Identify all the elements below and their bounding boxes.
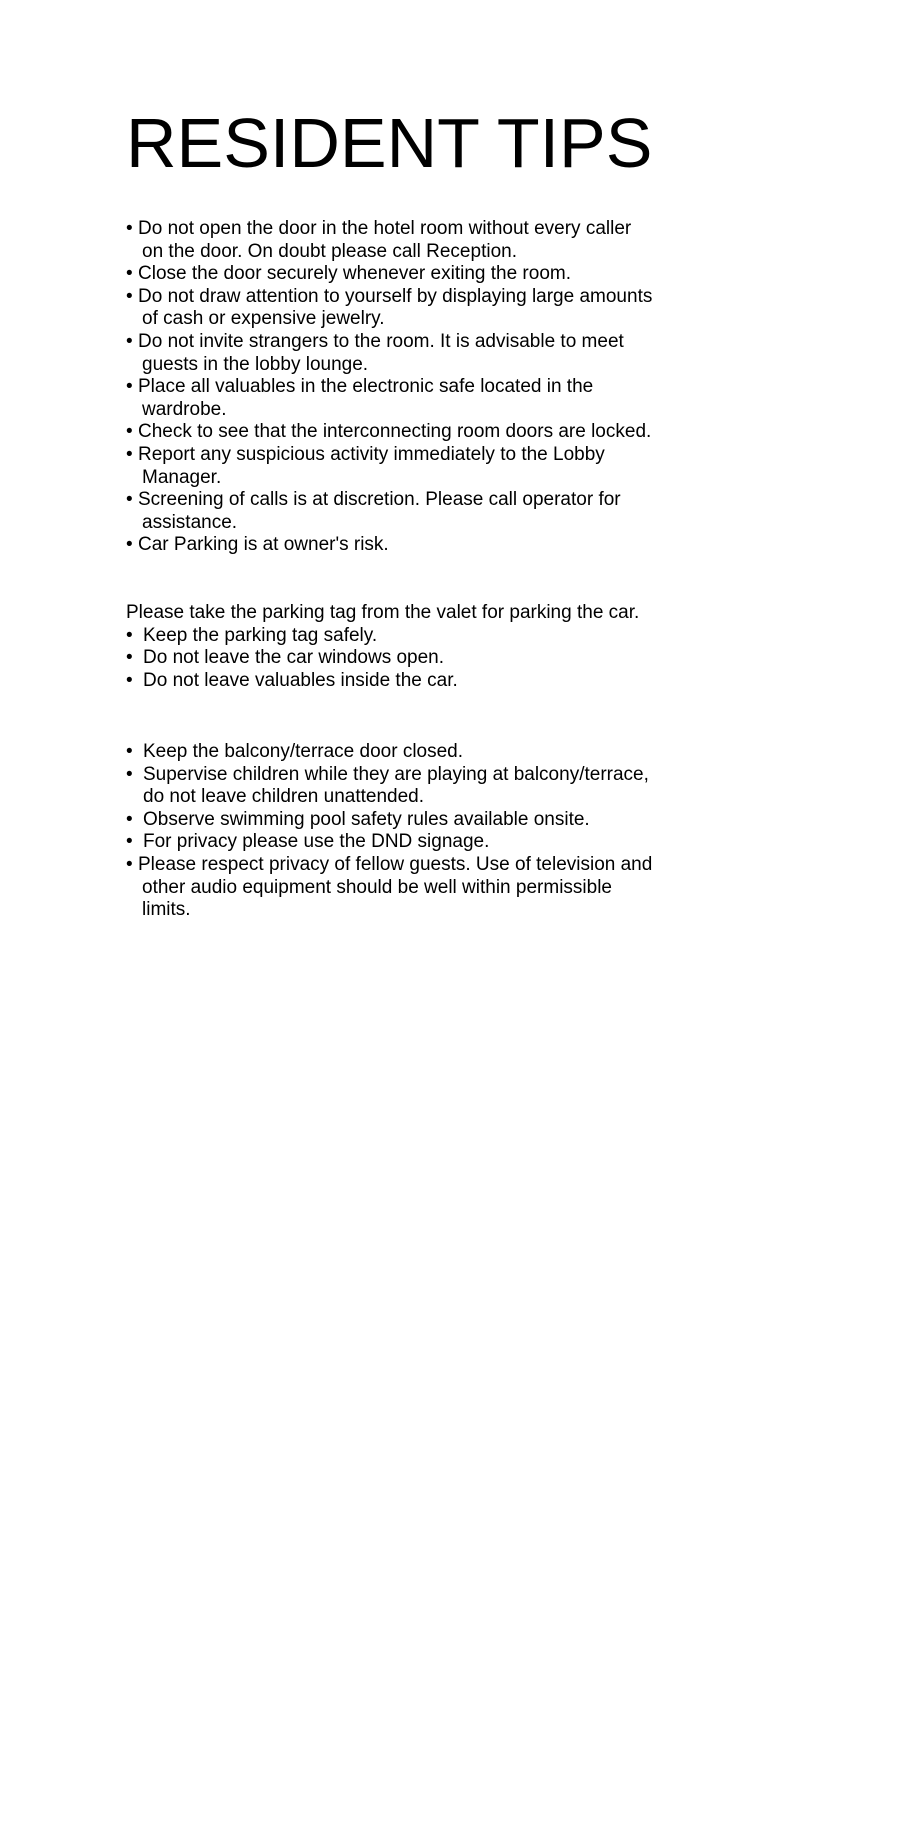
bullet: •: [126, 808, 133, 830]
safety-tips-section: [126, 218, 686, 557]
bullet: •: [126, 330, 133, 352]
list-item-text: Car Parking is at owner's risk.: [138, 534, 389, 556]
list-item: [126, 286, 686, 331]
bullet: •: [126, 421, 133, 443]
list-item-continuation: assistance.: [142, 511, 238, 533]
bullet: •: [126, 534, 133, 556]
list-item: [126, 854, 686, 922]
bullet: •: [126, 624, 133, 646]
bullet: •: [126, 443, 133, 465]
bullet: •: [126, 647, 133, 669]
list-item-text: Do not invite strangers to the room. It is advisable to meet: [138, 330, 624, 352]
balcony-privacy-section: [126, 741, 686, 922]
safety-tips-list: [126, 218, 686, 557]
list-item: [126, 647, 686, 670]
list-item-continuation: of cash or expensive jewelry.: [142, 308, 385, 330]
bullet: •: [126, 763, 133, 785]
list-item: [126, 534, 686, 557]
bullet: •: [126, 489, 133, 511]
list-item: [126, 809, 686, 832]
list-item-text: Please respect privacy of fellow guests. Use of television and: [138, 853, 653, 875]
list-item: [126, 670, 686, 693]
list-item: [126, 764, 686, 809]
list-item-text: Report any suspicious activity immediately to the Lobby: [138, 443, 605, 465]
list-item: [126, 625, 686, 648]
list-item-text: Close the door securely whenever exiting the room.: [138, 263, 572, 285]
list-item: [126, 741, 686, 764]
list-item-text: Do not leave the car windows open.: [143, 647, 445, 669]
bullet: •: [126, 831, 133, 853]
balcony-privacy-list: [126, 741, 686, 922]
list-item-continuation: do not leave children unattended.: [143, 786, 424, 808]
list-item-text: Supervise children while they are playing at balcony/terrace,: [143, 763, 649, 785]
list-item: [126, 218, 686, 263]
list-item: [126, 263, 686, 286]
list-item: [126, 421, 686, 444]
list-item-text: Keep the balcony/terrace door closed.: [143, 741, 464, 762]
bullet: •: [126, 853, 133, 875]
bullet: •: [126, 218, 133, 239]
list-item-text: Check to see that the interconnecting room doors are locked.: [138, 421, 652, 443]
list-item-continuation: other audio equipment should be well within permissible limits.: [142, 876, 612, 921]
list-item: [126, 489, 686, 534]
list-item: [126, 444, 686, 489]
list-item-text: Keep the parking tag safely.: [143, 624, 378, 646]
list-item-continuation: guests in the lobby lounge.: [142, 353, 369, 375]
parking-tips-list: [126, 625, 686, 693]
list-item: [126, 331, 686, 376]
bullet: •: [126, 263, 133, 285]
list-item-continuation: wardrobe.: [142, 398, 227, 420]
list-item-continuation: Manager.: [142, 466, 222, 488]
parking-section: [126, 602, 686, 692]
bullet: •: [126, 741, 133, 762]
list-item: [126, 831, 686, 854]
list-item-text: For privacy please use the DND signage.: [143, 831, 490, 853]
list-item-text: Do not open the door in the hotel room without every caller: [138, 218, 632, 239]
list-item-text: Do not leave valuables inside the car.: [143, 669, 458, 691]
bullet: •: [126, 669, 133, 691]
parking-intro: Please take the parking tag from the valet for parking the car.: [126, 602, 640, 623]
list-item-text: Place all valuables in the electronic safe located in the: [138, 376, 594, 398]
bullet: •: [126, 376, 133, 398]
list-item: [126, 376, 686, 421]
list-item-text: Do not draw attention to yourself by displaying large amounts: [138, 285, 653, 307]
list-item-continuation: on the door. On doubt please call Reception.: [142, 240, 517, 262]
list-item-text: Observe swimming pool safety rules available onsite.: [143, 808, 590, 830]
list-item-text: Screening of calls is at discretion. Please call operator for: [138, 489, 621, 511]
bullet: •: [126, 285, 133, 307]
page-title: RESIDENT TIPS: [126, 104, 653, 182]
